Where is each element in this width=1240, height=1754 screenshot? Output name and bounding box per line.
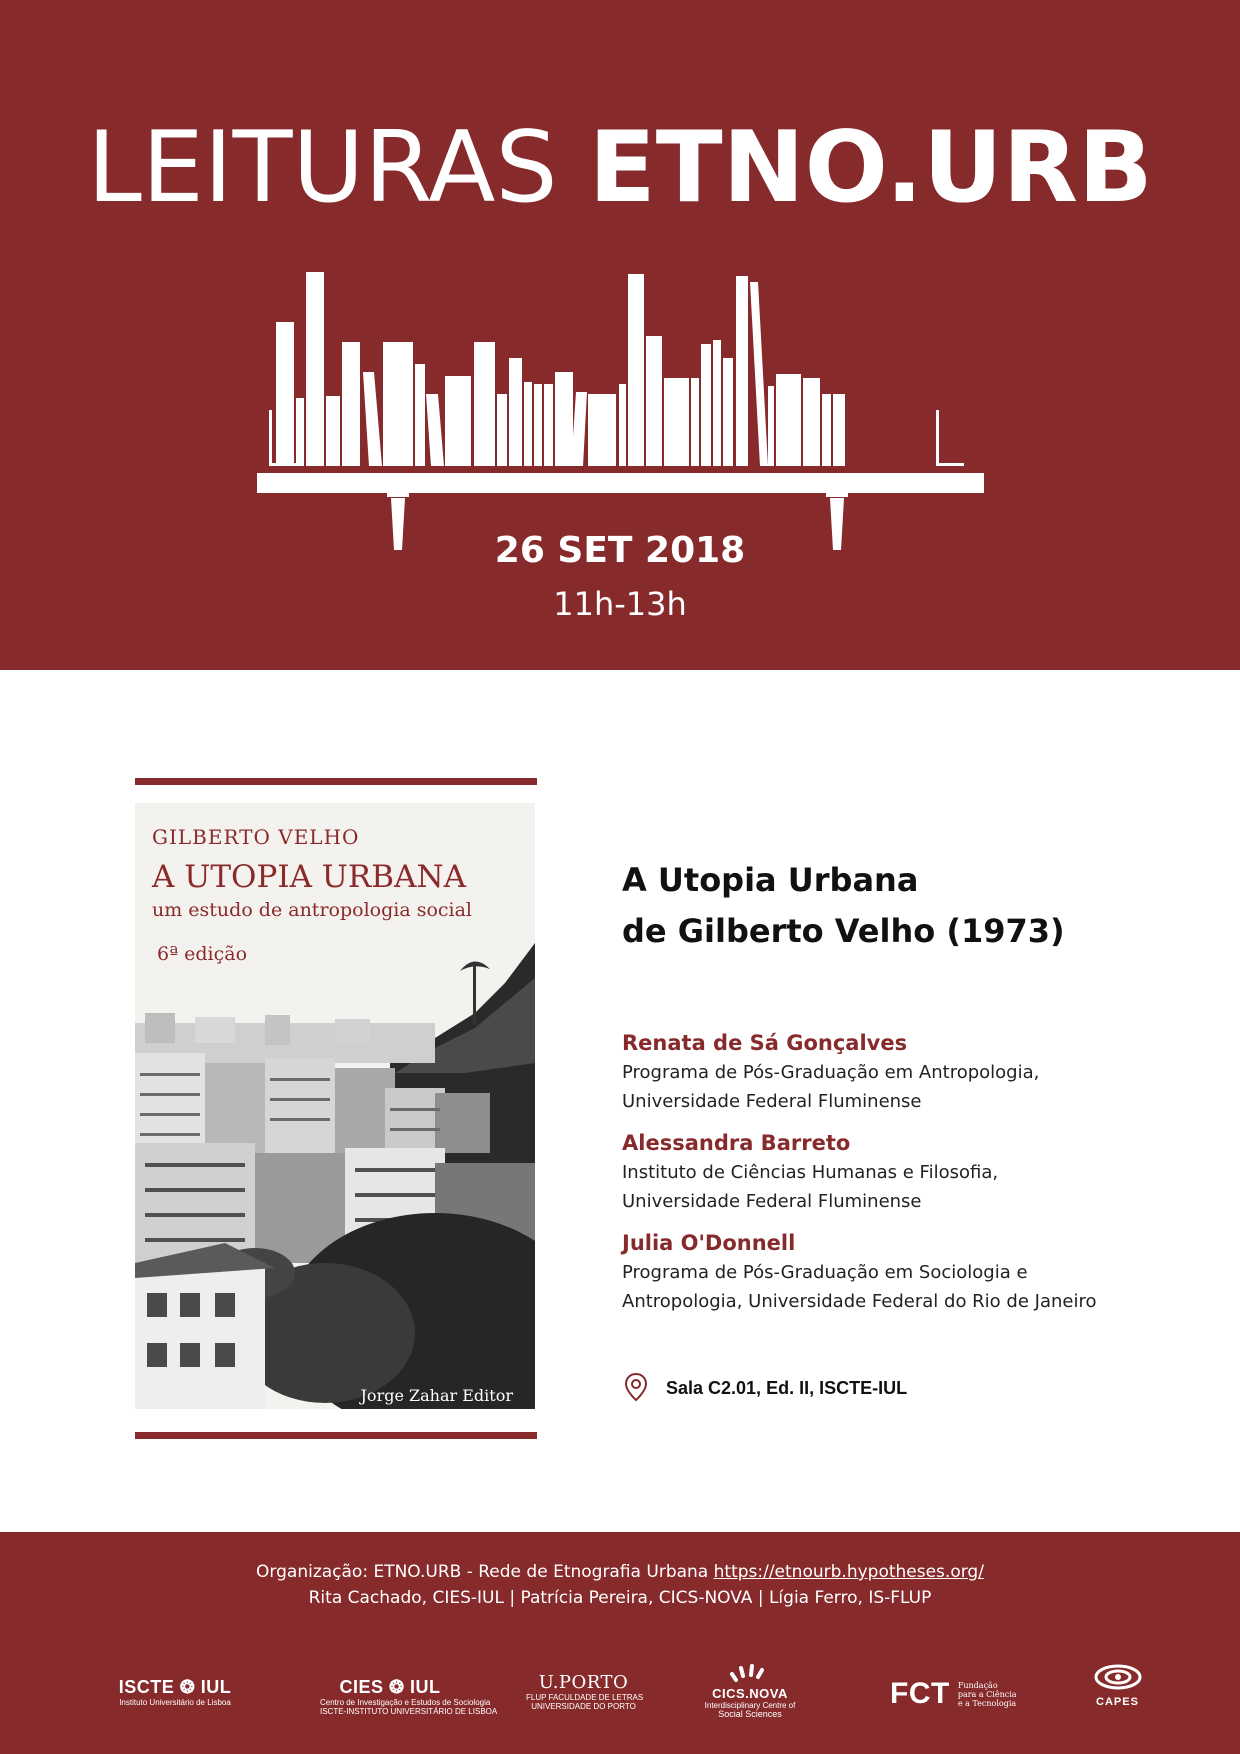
bookshelf-illustration	[250, 262, 990, 552]
footer	[0, 1532, 1240, 1754]
speaker-affiliation	[622, 1158, 1182, 1216]
location-pin-icon	[623, 1372, 649, 1402]
organization-line	[0, 1562, 1240, 1582]
speaker-affiliation-line: Universidade Federal Fluminense	[622, 1191, 922, 1212]
title-light: LEITURAS	[87, 111, 558, 225]
uporto-logo-subtext: FLUP FACULDADE DE LETRAS	[526, 1693, 644, 1702]
cover-bottom-rule	[135, 1432, 537, 1439]
cies-logo-subtext: ISCTE-INSTITUTO UNIVERSITÁRIO DE LISBOA	[320, 1707, 498, 1716]
cover-photo-cityscape	[135, 943, 535, 1409]
speaker-name: Julia O'Donnell	[622, 1231, 796, 1255]
organizers-line: Rita Cachado, CIES-IUL | Patrícia Pereira, CICS-NOVA | Lígia Ferro, IS-FLUP	[308, 1588, 932, 1608]
iscte-logo	[105, 1677, 245, 1707]
fct-logo	[890, 1677, 1030, 1711]
cics-logo-subtext: Interdisciplinary Centre of	[704, 1701, 796, 1710]
capes-logo	[1085, 1662, 1150, 1708]
cover-author: GILBERTO VELHO	[152, 825, 360, 849]
cics-logo-text: CICS.NOVA	[712, 1686, 788, 1701]
fct-logo-subtext-group	[958, 1681, 1017, 1708]
cover-top-rule	[135, 778, 537, 785]
capes-emblem-icon	[1093, 1662, 1143, 1692]
event-date: 26 SET 2018	[494, 530, 746, 571]
speaker-name: Renata de Sá Gonçalves	[622, 1031, 908, 1055]
organization-text: Organização: ETNO.URB - Rede de Etnografia Urbana	[256, 1562, 714, 1582]
book-title	[622, 855, 1065, 957]
cies-logo-text: CIES ❂ IUL	[339, 1677, 441, 1697]
cover-subtitle: um estudo de antropologia social	[152, 899, 473, 921]
speaker-affiliation-line: Universidade Federal Fluminense	[622, 1091, 922, 1112]
header-banner	[0, 0, 1240, 670]
speaker-affiliation-line: Antropologia, Universidade Federal do Rio de Janeiro	[622, 1291, 1097, 1312]
speaker-affiliation-line: Programa de Pós-Graduação em Antropologia,	[622, 1062, 1040, 1083]
speaker-affiliation	[622, 1058, 1182, 1116]
book-title-line2: de Gilberto Velho (1973)	[622, 912, 1065, 950]
cics-nova-burst-icon	[730, 1662, 770, 1682]
cics-nova-logo	[700, 1662, 800, 1719]
event-title	[0, 108, 1240, 228]
uporto-logo	[526, 1672, 644, 1711]
uporto-logo-subtext: UNIVERSIDADE DO PORTO	[531, 1702, 636, 1711]
uporto-logo-text: U.PORTO	[538, 1672, 629, 1693]
capes-logo-text: CAPES	[1096, 1696, 1139, 1708]
speaker-affiliation	[622, 1258, 1182, 1316]
event-location: Sala C2.01, Ed. II, ISCTE-IUL	[666, 1378, 908, 1398]
fct-logo-subtext: para a Ciência	[957, 1689, 1017, 1699]
cover-publisher: Jorge Zahar Editor	[360, 1386, 513, 1405]
fct-logo-subtext: Fundação	[957, 1680, 998, 1690]
speaker-affiliation-line: Programa de Pós-Graduação em Sociologia e	[622, 1262, 1028, 1283]
cies-logo-subtext: Centro de Investigação e Estudos de Sociologia	[320, 1698, 491, 1707]
event-time: 11h-13h	[553, 585, 687, 623]
cics-logo-subtext: Social Sciences	[718, 1709, 782, 1719]
title-bold: ETNO.URB	[588, 111, 1153, 225]
fct-logo-subtext: e a Tecnologia	[957, 1698, 1017, 1708]
speaker-affiliation-line: Instituto de Ciências Humanas e Filosofia,	[622, 1162, 999, 1183]
speaker-name: Alessandra Barreto	[622, 1131, 851, 1155]
cover-edition: 6ª edição	[157, 943, 248, 965]
iscte-logo-subtext: Instituto Universitário de Lisboa	[119, 1698, 231, 1707]
cies-logo	[320, 1677, 498, 1716]
book-cover-image	[135, 803, 535, 1409]
book-title-line1: A Utopia Urbana	[622, 861, 919, 899]
organization-link[interactable]: https://etnourb.hypotheses.org/	[713, 1562, 984, 1582]
fct-logo-text: FCT	[890, 1677, 950, 1710]
cover-title: A UTOPIA URBANA	[152, 859, 466, 895]
iscte-logo-text: ISCTE ❂ IUL	[118, 1677, 232, 1697]
